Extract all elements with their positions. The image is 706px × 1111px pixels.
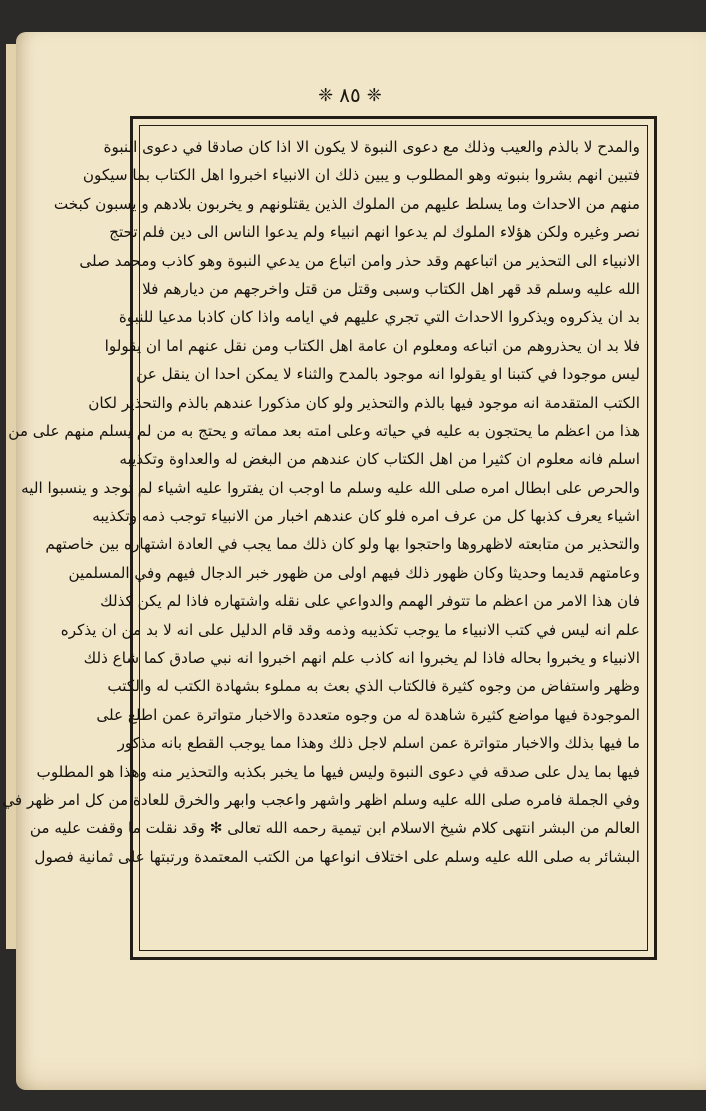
text-line: هذا من اعظم ما يحتجون به عليه في حياته وعلى امته بعد مماته و يحتج به من لم يسلم منهم على من bbox=[8, 421, 640, 440]
text-line: منهم من الاحداث وما يسلط عليهم من الملوك الذين يقتلونهم و يخربون بلادهم و يسبون كبخت bbox=[53, 194, 640, 213]
page-number: ٨٥ bbox=[339, 83, 361, 107]
text-line: وعامتهم قديما وحديثا وكان ظهور ذلك فيهم اولى من ظهور خبر الدجال فيهم وفي المسلمين bbox=[68, 563, 640, 582]
text-line: ليس موجودا في كتبنا او يقولوا انه موجود بالمدح والثناء لا يمكن احدا ان ينقل عن bbox=[136, 365, 640, 384]
page-header bbox=[0, 78, 700, 112]
text-line: الموجودة فيها مواضع كثيرة شاهدة له من وجوه متعددة والاخبار متواترة عمن اطلع على bbox=[96, 705, 640, 724]
text-line: علم انه ليس في كتب الانبياء ما يوجب تكذيبه وذمه وقد قام الدليل على انه لا بد من ان يذكره bbox=[60, 620, 640, 639]
text-line: وظهر واستفاض من وجوه كثيرة فالكتاب الذي بعث به مملوء بشهادة الكتب له والكتب bbox=[107, 677, 640, 696]
text-line: اسلم فانه معلوم ان كثيرا من اهل الكتاب كان عندهم من البغض له والعداوة وتكذيبه bbox=[119, 450, 640, 469]
text-line: والحرص على ابطال امره صلى الله عليه وسلم ما اوجب ان يفتروا عليه اشياء لم توجد و ينسبوا اليه bbox=[21, 478, 640, 497]
text-line: بد ان يذكروه ويذكروا الاحداث التي تجري عليهم في ايامه واذا كان كاذبا مدعيا للنبوة bbox=[118, 308, 640, 327]
text-line: الله عليه وسلم قد قهر اهل الكتاب وسبى وقتل من قتل واخرجهم من ديارهم فلا bbox=[142, 279, 640, 298]
text-line: البشائر به صلى الله عليه وسلم على اختلاف انواعها من الكتب المعتمدة ورتبتها على ثمانية فصول bbox=[34, 847, 640, 866]
text-line: فلا بد ان يحذروهم من اتباعه ومعلوم ان عامة اهل الكتاب ومن نقل عنهم اما ان يقولوا bbox=[104, 336, 640, 355]
ornament-right: ❈ bbox=[366, 84, 382, 106]
page-body-text bbox=[2, 133, 640, 947]
text-line: والتحذير من متابعته لاظهروها واحتجوا بها ولو كان ذلك مما يجب في العادة اشتهاره بين خاصتهم bbox=[45, 535, 640, 554]
text-line: الانبياء الى التحذير من اتباعهم وقد حذر وامن اتباع من يدعي النبوة وهو كاذب ومحمد صلى bbox=[79, 251, 640, 270]
text-line: فتبين انهم بشروا بنبوته وهو المطلوب و يبين ذلك ان الانبياء اخبروا اهل الكتاب بما سيكون bbox=[82, 166, 640, 185]
text-line: العالم من البشر انتهى كلام شيخ الاسلام ابن تيمية رحمه الله تعالى ✻ وقد نقلت ما وقفت عليه من bbox=[29, 819, 640, 838]
ornament-left: ❈ bbox=[318, 84, 334, 106]
text-line: اشياء يعرف كذبها كل من عرف امره فلو كان عندهم اخبار من الانبياء توجب ذمه وتكذيبه bbox=[92, 507, 640, 526]
text-frame bbox=[2, 116, 657, 960]
text-line: وفي الجملة فامره صلى الله عليه وسلم اظهر واشهر واعجب وابهر والخرق للعادة من كل امر ظهر في bbox=[2, 790, 640, 809]
text-line: نصر وغيره ولكن هؤلاء الملوك لم يدعوا انهم انبياء ولم يدعوا الناس الى دين فلم تحتج bbox=[109, 223, 640, 242]
text-line: الكتب المتقدمة انه موجود فيها بالذم والتحذير ولو كان مذكورا عندهم بالذم والتحذير لكان bbox=[88, 393, 640, 412]
text-line: والمدح لا بالذم والعيب وذلك مع دعوى النبوة لا يكون الا اذا كان صادقا في دعوى النبوة bbox=[103, 138, 640, 156]
text-line: فيها بما يدل على صدقه في دعوى النبوة وليس فيها ما يخبر بكذبه والتحذير منه وهذا هو المطلوب bbox=[36, 762, 640, 781]
text-line: الانبياء و يخبروا بحاله فاذا لم يخبروا انه كاذب علم انهم اخبروا انه نبي صادق كما شاع ذلك bbox=[83, 649, 640, 668]
text-line: فان هذا الامر من اعظم ما تتوفر الهمم والدواعي على نقله واشتهاره فاذا لم يكن كذلك bbox=[100, 592, 640, 611]
text-line: ما فيها بذلك والاخبار متواترة عمن اسلم لاجل ذلك وهذا مما يوجب القطع بانه مذكور bbox=[117, 734, 640, 753]
